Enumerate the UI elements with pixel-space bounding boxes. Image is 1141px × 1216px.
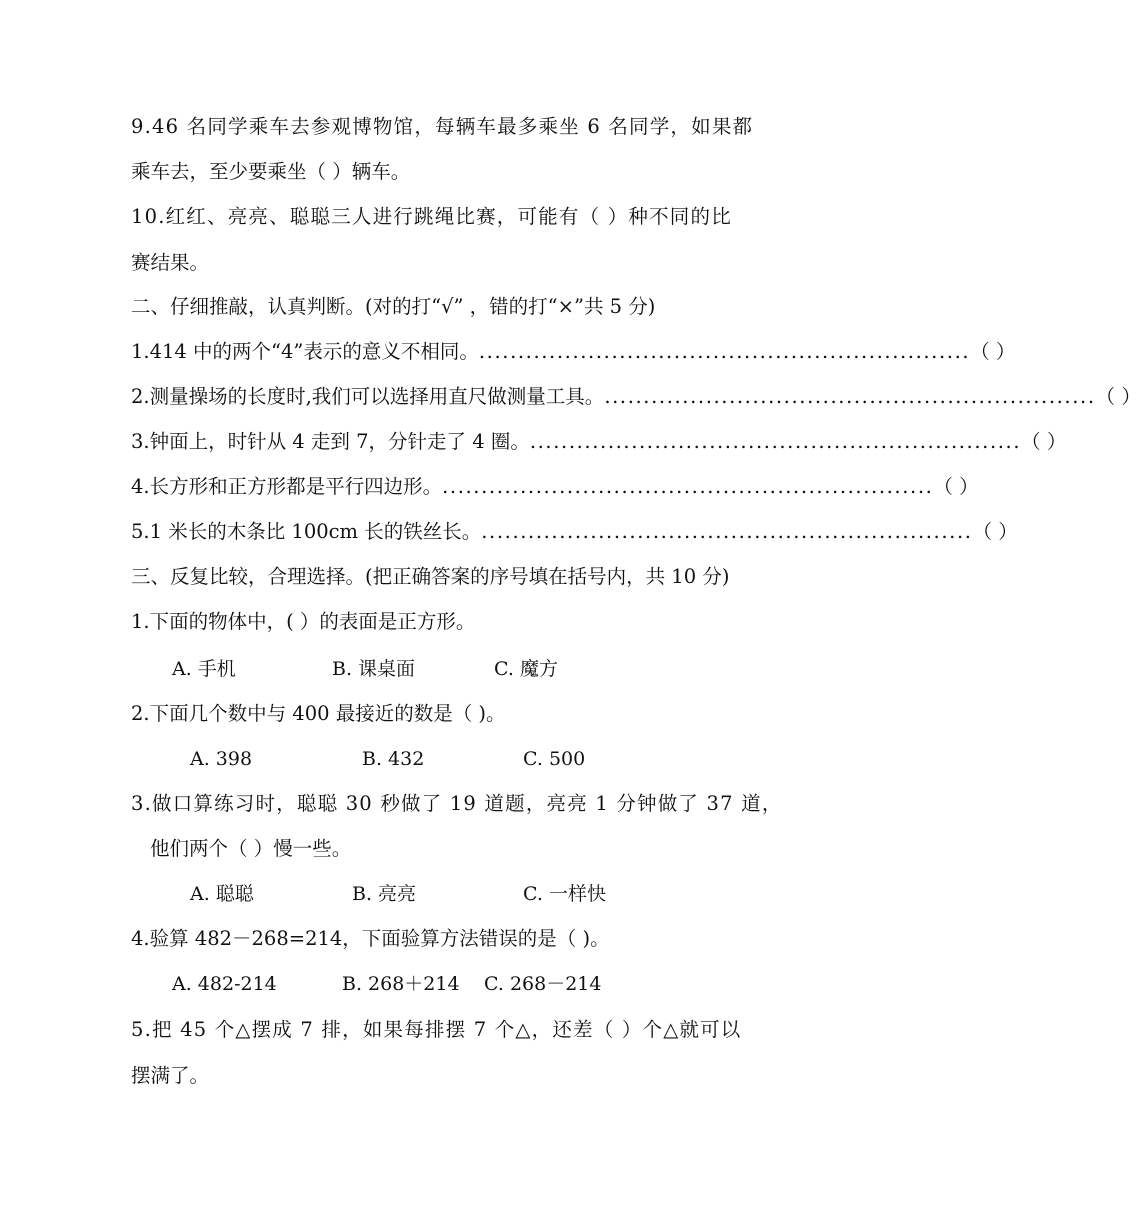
q2-option-c[interactable]: C. 500 — [523, 748, 586, 770]
leader-dots: ............................................................... — [442, 475, 934, 498]
q3-option-b[interactable]: B. 亮亮 — [352, 883, 417, 905]
q1-option-b[interactable]: B. 课桌面 — [332, 658, 416, 680]
leader-dots: ............................................................... — [604, 385, 1096, 408]
judge-item-3 — [131, 428, 1067, 456]
choice-q1: 1.下面的物体中，( ）的表面是正方形。 — [131, 610, 476, 633]
q4-option-b[interactable]: B. 268＋214 — [342, 973, 460, 995]
section2-heading: 二、仔细推敲，认真判断。(对的打“√” ，错的打“×”共 5 分) — [131, 295, 656, 318]
choice-q4: 4.验算 482－268=214，下面验算方法错误的是（ )。 — [131, 927, 610, 950]
choice-q3-line2: 他们两个（ ）慢一些。 — [150, 837, 352, 860]
q4-option-c[interactable]: C. 268－214 — [484, 973, 602, 995]
judge-item-text: 2.测量操场的长度时,我们可以选择用直尺做测量工具。 — [131, 385, 605, 408]
q10-line1: 10.红红、亮亮、聪聪三人进行跳绳比赛，可能有（ ）种不同的比 — [131, 205, 732, 228]
q3-option-c[interactable]: C. 一样快 — [523, 883, 606, 905]
judge-item-2 — [131, 383, 1141, 411]
judge-item-5 — [131, 518, 1018, 546]
choice-q5-line2: 摆满了。 — [131, 1064, 210, 1087]
q2-option-a[interactable]: A. 398 — [190, 748, 253, 770]
answer-parenthesis[interactable]: （ ） — [1095, 385, 1141, 408]
choice-q3-line1: 3.做口算练习时，聪聪 30 秒做了 19 道题，亮亮 1 分钟做了 37 道， — [131, 792, 783, 815]
choice-q2: 2.下面几个数中与 400 最接近的数是（ )。 — [131, 702, 506, 725]
judge-item-text: 3.钟面上，时针从 4 走到 7，分针走了 4 圈。 — [131, 430, 530, 453]
q9-line1: 9.46 名同学乘车去参观博物馆，每辆车最多乘坐 6 名同学，如果都 — [131, 115, 754, 138]
answer-parenthesis[interactable]: （ ） — [970, 340, 1016, 363]
judge-item-text: 5.1 米长的木条比 100cm 长的铁丝长。 — [131, 520, 482, 543]
q1-option-c[interactable]: C. 魔方 — [494, 658, 558, 680]
section3-heading: 三、反复比较，合理选择。(把正确答案的序号填在括号内，共 10 分) — [131, 565, 730, 588]
judge-item-1 — [131, 338, 1016, 366]
q2-option-b[interactable]: B. 432 — [362, 748, 425, 770]
judge-item-text: 1.414 中的两个“4”表示的意义不相同。 — [131, 340, 479, 363]
q9-line2: 乘车去，至少要乘坐（ ）辆车。 — [131, 160, 411, 183]
q1-option-a[interactable]: A. 手机 — [172, 658, 236, 680]
leader-dots: ............................................................... — [529, 430, 1022, 453]
answer-parenthesis[interactable]: （ ） — [1021, 430, 1067, 453]
leader-dots: ............................................................... — [478, 340, 971, 363]
leader-dots: ............................................................... — [481, 520, 973, 543]
judge-item-4 — [131, 473, 979, 501]
q4-option-a[interactable]: A. 482-214 — [172, 973, 277, 995]
answer-parenthesis[interactable]: （ ） — [933, 475, 979, 498]
judge-item-text: 4.长方形和正方形都是平行四边形。 — [131, 475, 443, 498]
q3-option-a[interactable]: A. 聪聪 — [190, 883, 254, 905]
choice-q5-line1: 5.把 45 个△摆成 7 排，如果每排摆 7 个△，还差（ ）个△就可以 — [131, 1018, 742, 1041]
answer-parenthesis[interactable]: （ ） — [972, 520, 1018, 543]
q10-line2: 赛结果。 — [131, 251, 210, 274]
